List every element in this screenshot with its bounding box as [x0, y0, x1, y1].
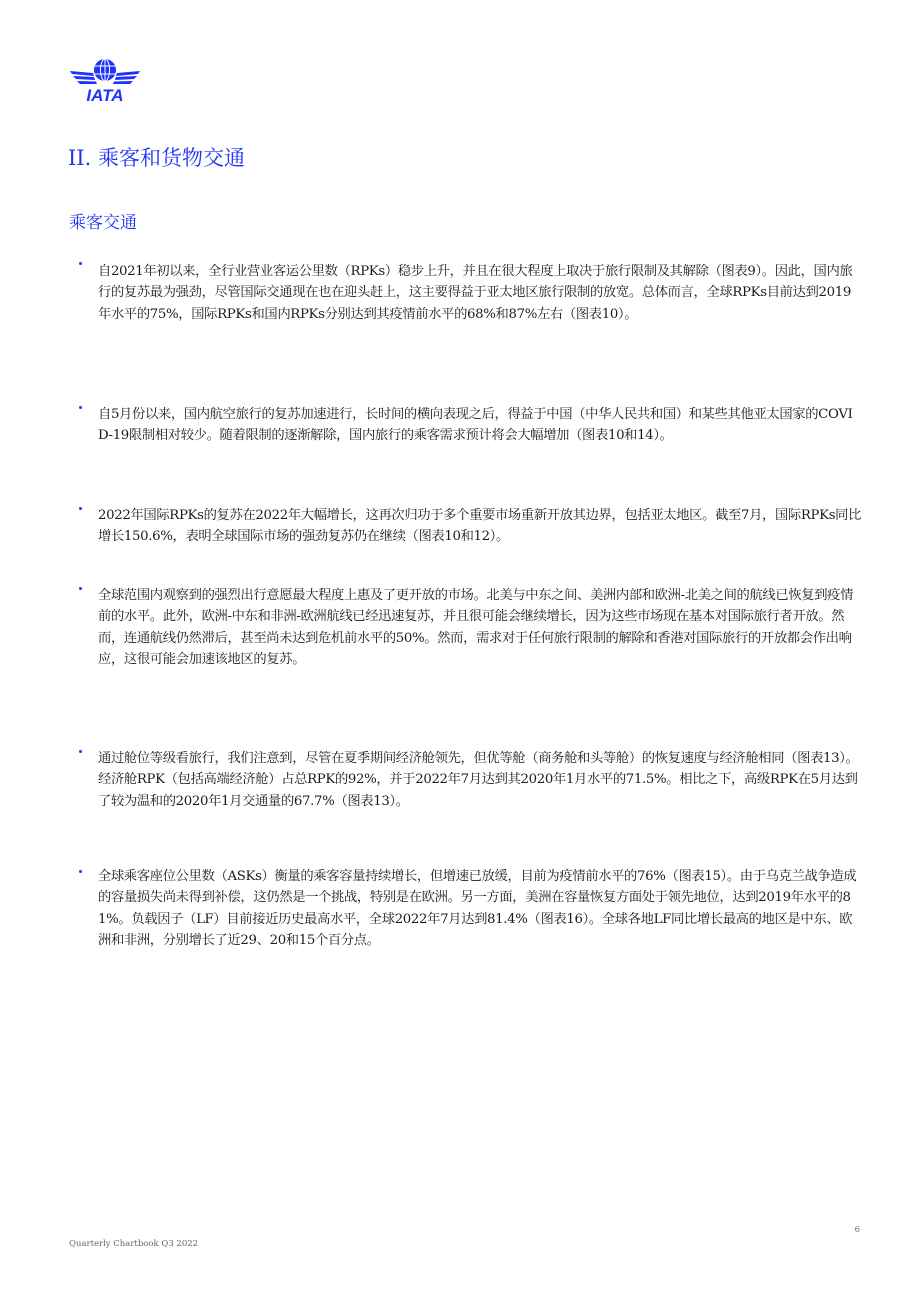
section-title: II. 乘客和货物交通 — [68, 146, 245, 170]
bullet-marker — [79, 406, 82, 409]
paragraph: 通过舱位等级看旅行，我们注意到，尽管在夏季期间经济舱领先，但优等舱（商务舱和头等舱）的恢复速度与经济舱相同（图表13）。经济舱RPK（包括高端经济舱）占总RPK的92%，并于2022年7月达到其2020年1月水平的71.5%。相比之下，高级RPK在5月达到了较为温和的2020年1月交通量的67.7%（图表13）。 — [98, 751, 859, 809]
bullet-marker — [79, 870, 82, 873]
footer-publication-title: Quarterly Chartbook Q3 2022 — [69, 1239, 199, 1249]
paragraph: 自5月份以来，国内航空旅行的复苏加速进行，长时间的横向表现之后，得益于中国（中华人民共和国）和某些其他亚太国家的COVID-19限制相对较少。随着限制的逐渐解除，国内旅行的乘客需求预计将会大幅增加（图表10和14）。 — [98, 407, 853, 444]
globe-wings-icon — [69, 57, 141, 103]
page-number: 6 — [854, 1225, 860, 1235]
paragraph: 2022年国际RPKs的复苏在2022年大幅增长，这再次归功于多个重要市场重新开放其边界，包括亚太地区。截至7月，国际RPKs同比增长150.6%，表明全球国际市场的强劲复苏仍在继续（图表10和12）。 — [98, 508, 862, 545]
paragraph: 全球乘客座位公里数（ASKs）衡量的乘客容量持续增长，但增速已放缓，目前为疫情前水平的76%（图表15）。由于乌克兰战争造成的容量损失尚未得到补偿，这仍然是一个挑战，特别是在欧洲。另一方面，美洲在容量恢复方面处于领先地位，达到2019年水平的81%。负载因子（LF）目前接近历史最高水平，全球2022年7月达到81.4%（图表16）。全球各地LF同比增长最高的地区是中东、欧洲和非洲，分别增长了近29、20和15个百分点。 — [98, 869, 857, 949]
bullet-marker — [79, 262, 82, 265]
subsection-title: 乘客交通 — [69, 213, 137, 233]
iata-logo — [69, 57, 141, 103]
paragraph: 自2021年初以来，全行业营业客运公里数（RPKs）稳步上升，并且在很大程度上取决于旅行限制及其解除（图表9）。因此，国内旅行的复苏最为强劲，尽管国际交通现在也在迎头赶上，这主要得益于亚太地区旅行限制的放宽。总体而言，全球RPKs目前达到2019年水平的75%，国际RPKs和国内RPKs分别达到其疫情前水平的68%和87%左右（图表10）。 — [98, 264, 853, 322]
bullet-marker — [79, 587, 82, 590]
logo-text: IATA — [86, 86, 124, 103]
paragraph: 全球范围内观察到的强烈出行意愿最大程度上惠及了更开放的市场。北美与中东之间、美洲内部和欧洲-北美之间的航线已恢复到疫情前的水平。此外，欧洲-中东和非洲-欧洲航线已经迅速复苏，并且很可能会继续增长，因为这些市场现在基本对国际旅行者开放。然而，连通航线仍然滞后，甚至尚未达到危机前水平的50%。然而，需求对于任何旅行限制的解除和香港对国际旅行的开放都会作出响应，这很可能会加速该地区的复苏。 — [98, 588, 854, 668]
bullet-marker — [79, 507, 82, 510]
bullet-marker — [79, 750, 82, 753]
